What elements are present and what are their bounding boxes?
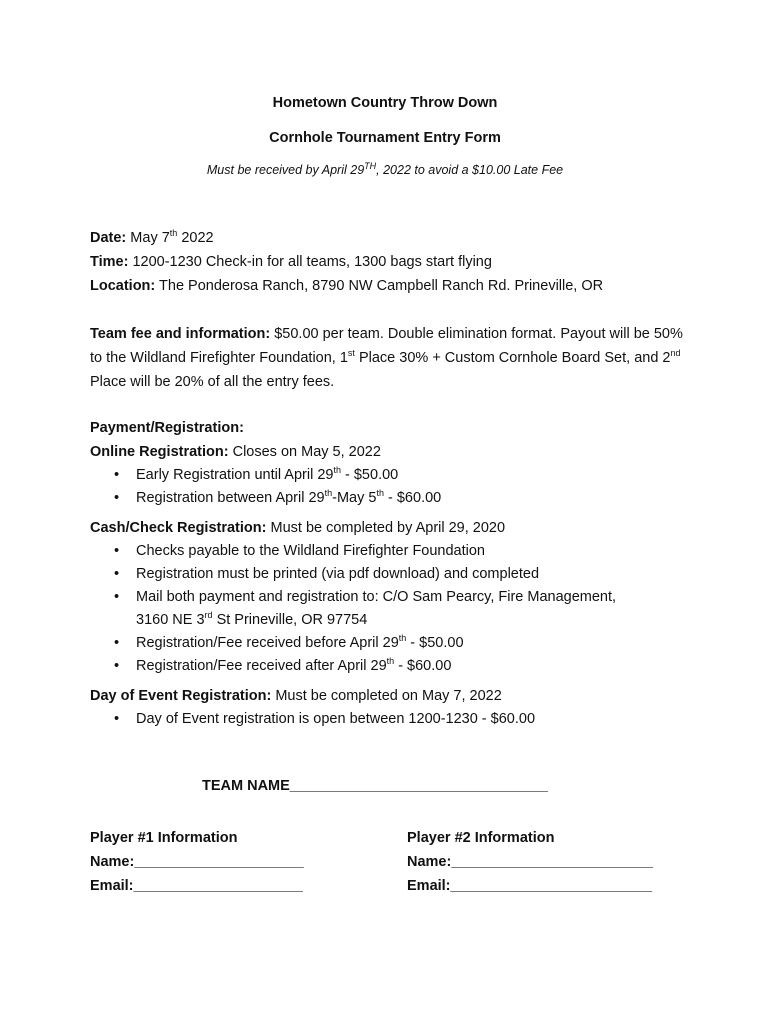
list-item bbox=[136, 487, 700, 510]
player2-name-field[interactable]: Name:_________________________ bbox=[407, 854, 653, 870]
list-item bbox=[136, 464, 700, 487]
list-item-post: St Prineville, OR 97754 bbox=[212, 612, 368, 628]
date-line bbox=[90, 226, 700, 250]
cash-registration-line bbox=[90, 516, 700, 540]
event-details bbox=[90, 226, 700, 298]
form-subtitle: Cornhole Tournament Entry Form bbox=[269, 130, 501, 146]
list-item-pre: Registration/Fee received before April 29 bbox=[136, 635, 399, 651]
player1-heading: Player #1 Information bbox=[90, 830, 238, 846]
list-item bbox=[136, 655, 700, 678]
list-item-sup: th bbox=[324, 488, 333, 499]
list-item-text: Registration must be printed (via pdf download) and completed bbox=[136, 566, 540, 582]
cash-registration-label: Cash/Check Registration: bbox=[90, 520, 267, 536]
team-fee-label: Team fee and information: bbox=[90, 326, 271, 342]
list-item-pre: Registration between April 29 bbox=[136, 490, 325, 506]
list-item-post: - $60.00 bbox=[383, 490, 442, 506]
team-name-field[interactable]: TEAM NAME________________________________ bbox=[202, 778, 548, 794]
payment-heading-label: Payment/Registration: bbox=[90, 420, 244, 436]
team-fee-sup-b: nd bbox=[670, 348, 681, 359]
list-item-pre: Registration/Fee received after April 29 bbox=[136, 658, 387, 674]
list-item-sup: th bbox=[333, 465, 341, 476]
list-item bbox=[136, 632, 700, 655]
late-fee-note bbox=[0, 160, 770, 177]
date-label: Date: bbox=[90, 230, 127, 246]
list-item bbox=[136, 708, 700, 731]
cash-registration-list bbox=[90, 540, 700, 678]
player2-section bbox=[407, 826, 653, 898]
date-value-sup: th bbox=[169, 228, 178, 239]
payment-heading bbox=[90, 416, 700, 440]
list-item-pre: Mail both payment and registration to: C/O Sam Pearcy, Fire Management, 3160 NE 3 bbox=[136, 589, 617, 628]
location-label: Location: bbox=[90, 278, 156, 294]
team-fee-text-a: $50.00 per team. Double elimination format. Payout will be 50% to the Wildland Firefighter Foundation, 1 bbox=[90, 326, 683, 366]
list-item-post: - $50.00 bbox=[340, 467, 399, 483]
online-registration-label: Online Registration: bbox=[90, 444, 229, 460]
list-item-sup: rd bbox=[204, 610, 213, 621]
list-item bbox=[136, 586, 700, 632]
player1-email-field[interactable]: Email:_____________________ bbox=[90, 878, 303, 894]
time-label: Time: bbox=[90, 254, 129, 270]
list-item bbox=[136, 540, 700, 563]
player1-section bbox=[90, 826, 304, 898]
day-of-event-label: Day of Event Registration: bbox=[90, 688, 272, 704]
day-of-event-list bbox=[90, 708, 700, 731]
team-fee-section bbox=[90, 322, 690, 394]
list-item-text: Checks payable to the Wildland Firefighter Foundation bbox=[136, 543, 485, 559]
team-fee-sup-a: st bbox=[347, 348, 355, 359]
list-item-post: - $60.00 bbox=[394, 658, 452, 674]
online-registration-value: Closes on May 5, 2022 bbox=[232, 444, 381, 460]
list-item-mid: -May 5 bbox=[332, 490, 377, 506]
player2-email-field[interactable]: Email:_________________________ bbox=[407, 878, 653, 894]
form-title: Hometown Country Throw Down bbox=[272, 95, 498, 111]
location-value: The Ponderosa Ranch, 8790 NW Campbell Ranch Rd. Prineville, OR bbox=[159, 278, 604, 294]
late-fee-note-pre: Must be received by April 29 bbox=[206, 163, 365, 177]
online-registration-line bbox=[90, 440, 700, 464]
late-fee-note-sup: TH bbox=[364, 160, 377, 171]
late-fee-note-post: , 2022 to avoid a $10.00 Late Fee bbox=[376, 163, 564, 177]
list-item-sup2: th bbox=[376, 488, 384, 499]
time-value: 1200-1230 Check-in for all teams, 1300 bags start flying bbox=[132, 254, 492, 270]
time-line bbox=[90, 250, 700, 274]
payment-section bbox=[90, 416, 700, 731]
list-item-text: Day of Event registration is open between 1200-1230 - $60.00 bbox=[136, 711, 536, 727]
date-value-pre: May 7 bbox=[130, 230, 170, 246]
list-item-post: - $50.00 bbox=[406, 635, 464, 651]
list-item bbox=[136, 563, 700, 586]
day-of-event-line bbox=[90, 684, 700, 708]
location-line bbox=[90, 274, 700, 298]
list-item-sup: th bbox=[398, 633, 407, 644]
date-value-post: 2022 bbox=[177, 230, 214, 246]
day-of-event-value: Must be completed on May 7, 2022 bbox=[275, 688, 502, 704]
list-item-pre: Early Registration until April 29 bbox=[136, 467, 334, 483]
online-registration-list bbox=[90, 464, 700, 510]
player2-heading: Player #2 Information bbox=[407, 830, 555, 846]
team-fee-text-c: Place will be 20% of all the entry fees. bbox=[90, 374, 335, 390]
player1-name-field[interactable]: Name:_____________________ bbox=[90, 854, 304, 870]
cash-registration-value: Must be completed by April 29, 2020 bbox=[270, 520, 506, 536]
team-fee-text-b: Place 30% + Custom Cornhole Board Set, and 2 bbox=[354, 350, 671, 366]
list-item-sup: th bbox=[386, 656, 395, 667]
